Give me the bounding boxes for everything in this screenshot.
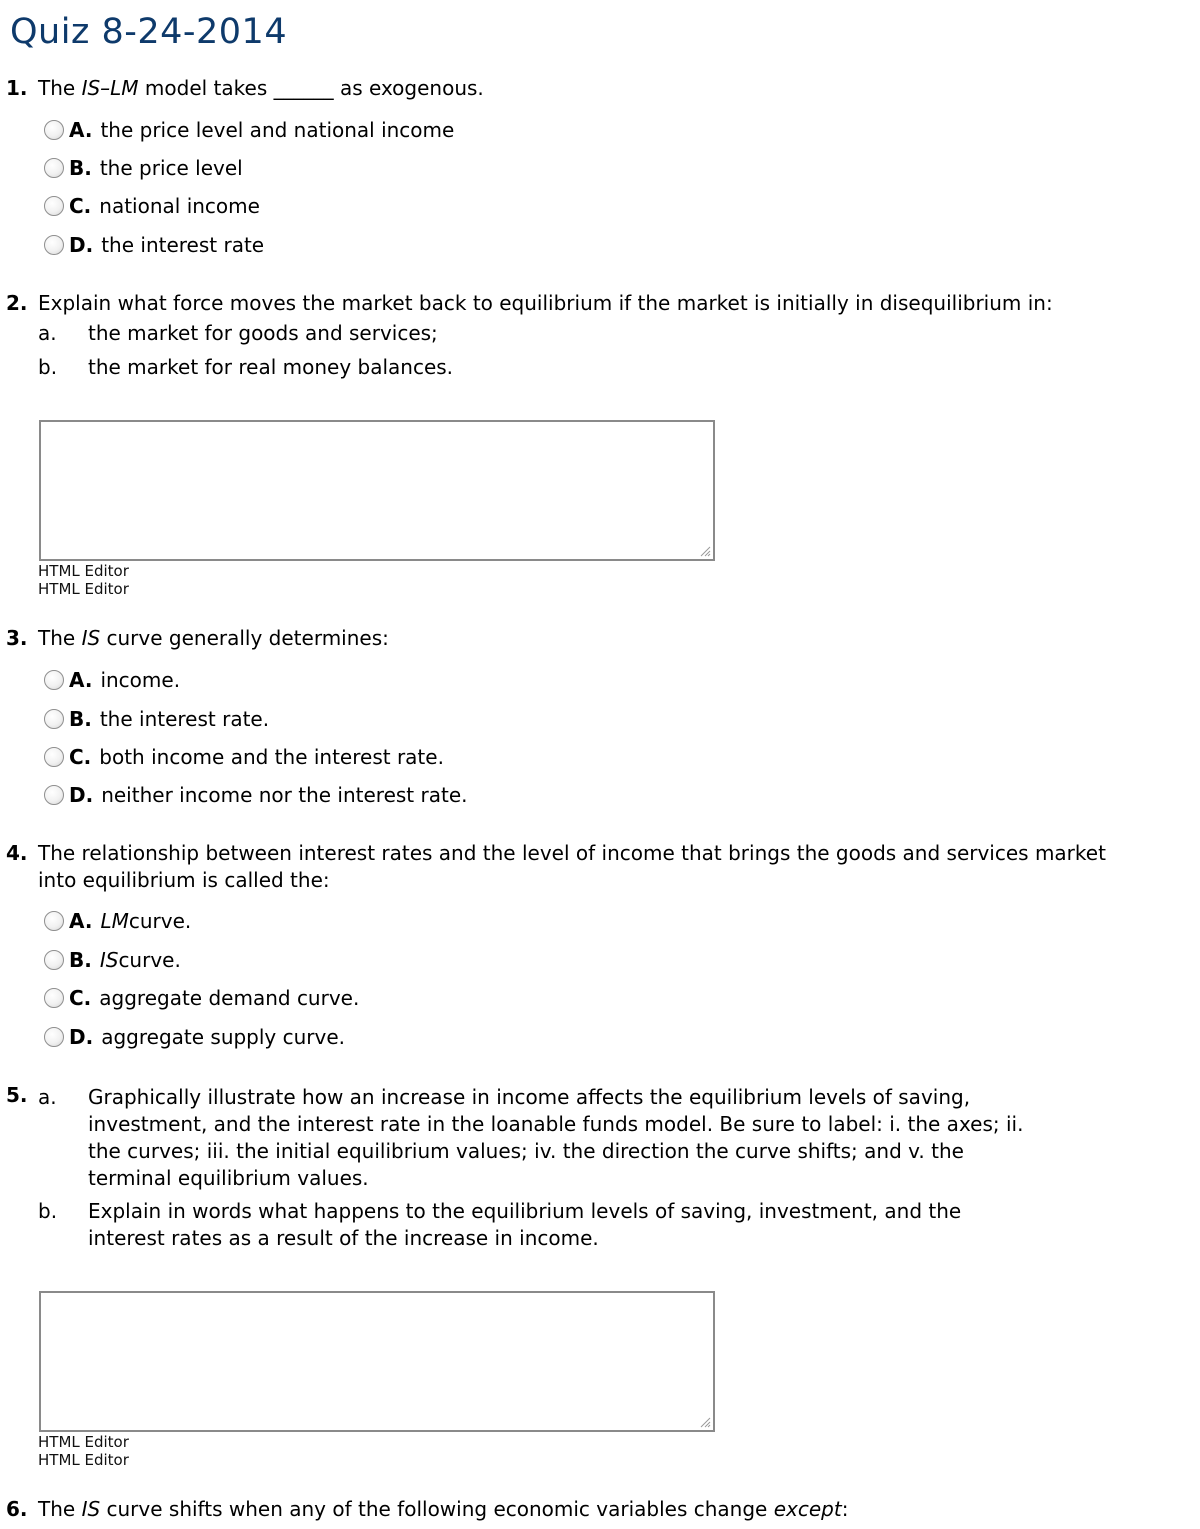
question-4-text: The relationship between interest rates and the level of income that brings the goods and services market into equilibrium is called the: xyxy=(38,841,1106,892)
q1-option-c[interactable]: C. national income xyxy=(44,192,260,220)
question-1-text: The IS–LM model takes ______ as exogenous. xyxy=(38,76,484,100)
question-5 xyxy=(6,1082,32,1109)
q3-option-c[interactable]: C. both income and the interest rate. xyxy=(44,743,444,771)
radio-button[interactable] xyxy=(44,120,64,140)
q3-option-d[interactable]: D. neither income nor the interest rate. xyxy=(44,781,468,809)
radio-button[interactable] xyxy=(44,988,64,1008)
question-3-text: The IS curve generally determines: xyxy=(38,626,389,650)
question-6-text: The IS curve shifts when any of the following economic variables change except: xyxy=(38,1497,849,1521)
question-number: 2. xyxy=(6,291,28,315)
q2-answer-editor[interactable] xyxy=(39,420,715,561)
radio-button[interactable] xyxy=(44,785,64,805)
editor-label: HTML Editor xyxy=(38,562,129,580)
question-number: 3. xyxy=(6,626,28,650)
resize-grip-icon[interactable] xyxy=(699,545,711,557)
q3-option-a[interactable]: A. income. xyxy=(44,666,180,694)
radio-button[interactable] xyxy=(44,747,64,767)
radio-button[interactable] xyxy=(44,1027,64,1047)
q5-answer-editor[interactable] xyxy=(39,1291,715,1432)
radio-button[interactable] xyxy=(44,950,64,970)
radio-button[interactable] xyxy=(44,911,64,931)
q4-option-d[interactable]: D. aggregate supply curve. xyxy=(44,1023,345,1051)
q3-option-b[interactable]: B. the interest rate. xyxy=(44,705,269,733)
q4-option-a[interactable]: A. LM curve. xyxy=(44,907,191,935)
question-number: 4. xyxy=(6,841,28,865)
question-number: 5. xyxy=(6,1083,28,1107)
q4-option-c[interactable]: C. aggregate demand curve. xyxy=(44,984,359,1012)
question-2-text: Explain what force moves the market back to equilibrium if the market is initially in disequilibrium in: xyxy=(38,291,1053,315)
question-number: 1. xyxy=(6,76,28,100)
q1-option-d[interactable]: D. the interest rate xyxy=(44,231,264,259)
q5-part-b: b. Explain in words what happens to the equilibrium levels of saving, investment, and the interest rates as a result of the increase in income. xyxy=(38,1199,962,1250)
editor-label: HTML Editor xyxy=(38,1451,129,1469)
resize-grip-icon[interactable] xyxy=(699,1416,711,1428)
question-3 xyxy=(6,625,32,652)
editor-label: HTML Editor xyxy=(38,1433,129,1451)
question-1 xyxy=(6,75,32,102)
radio-button[interactable] xyxy=(44,670,64,690)
q5-part-a: a. Graphically illustrate how an increase in income affects the equilibrium levels of saving, investment, and the interest rate in the loanable funds model. Be sure to label: i. the axes; ii. the curves; iii. the initial equilibrium values; iv. the direction the curve shifts; and v. the terminal equilibrium values. xyxy=(38,1085,1024,1190)
question-number: 6. xyxy=(6,1497,28,1521)
q1-option-a[interactable]: A. the price level and national income xyxy=(44,116,454,144)
page-title: Quiz 8-24-2014 xyxy=(10,12,288,52)
q1-option-b[interactable]: B. the price level xyxy=(44,154,243,182)
editor-label: HTML Editor xyxy=(38,580,129,598)
q2-part-b: b. the market for real money balances. xyxy=(38,355,454,379)
q4-option-b[interactable]: B. IS curve. xyxy=(44,946,181,974)
q2-part-a: a. the market for goods and services; xyxy=(38,321,438,345)
question-2 xyxy=(6,290,32,317)
radio-button[interactable] xyxy=(44,709,64,729)
question-4 xyxy=(6,840,32,867)
radio-button[interactable] xyxy=(44,158,64,178)
radio-button[interactable] xyxy=(44,235,64,255)
radio-button[interactable] xyxy=(44,196,64,216)
question-6 xyxy=(6,1496,32,1523)
